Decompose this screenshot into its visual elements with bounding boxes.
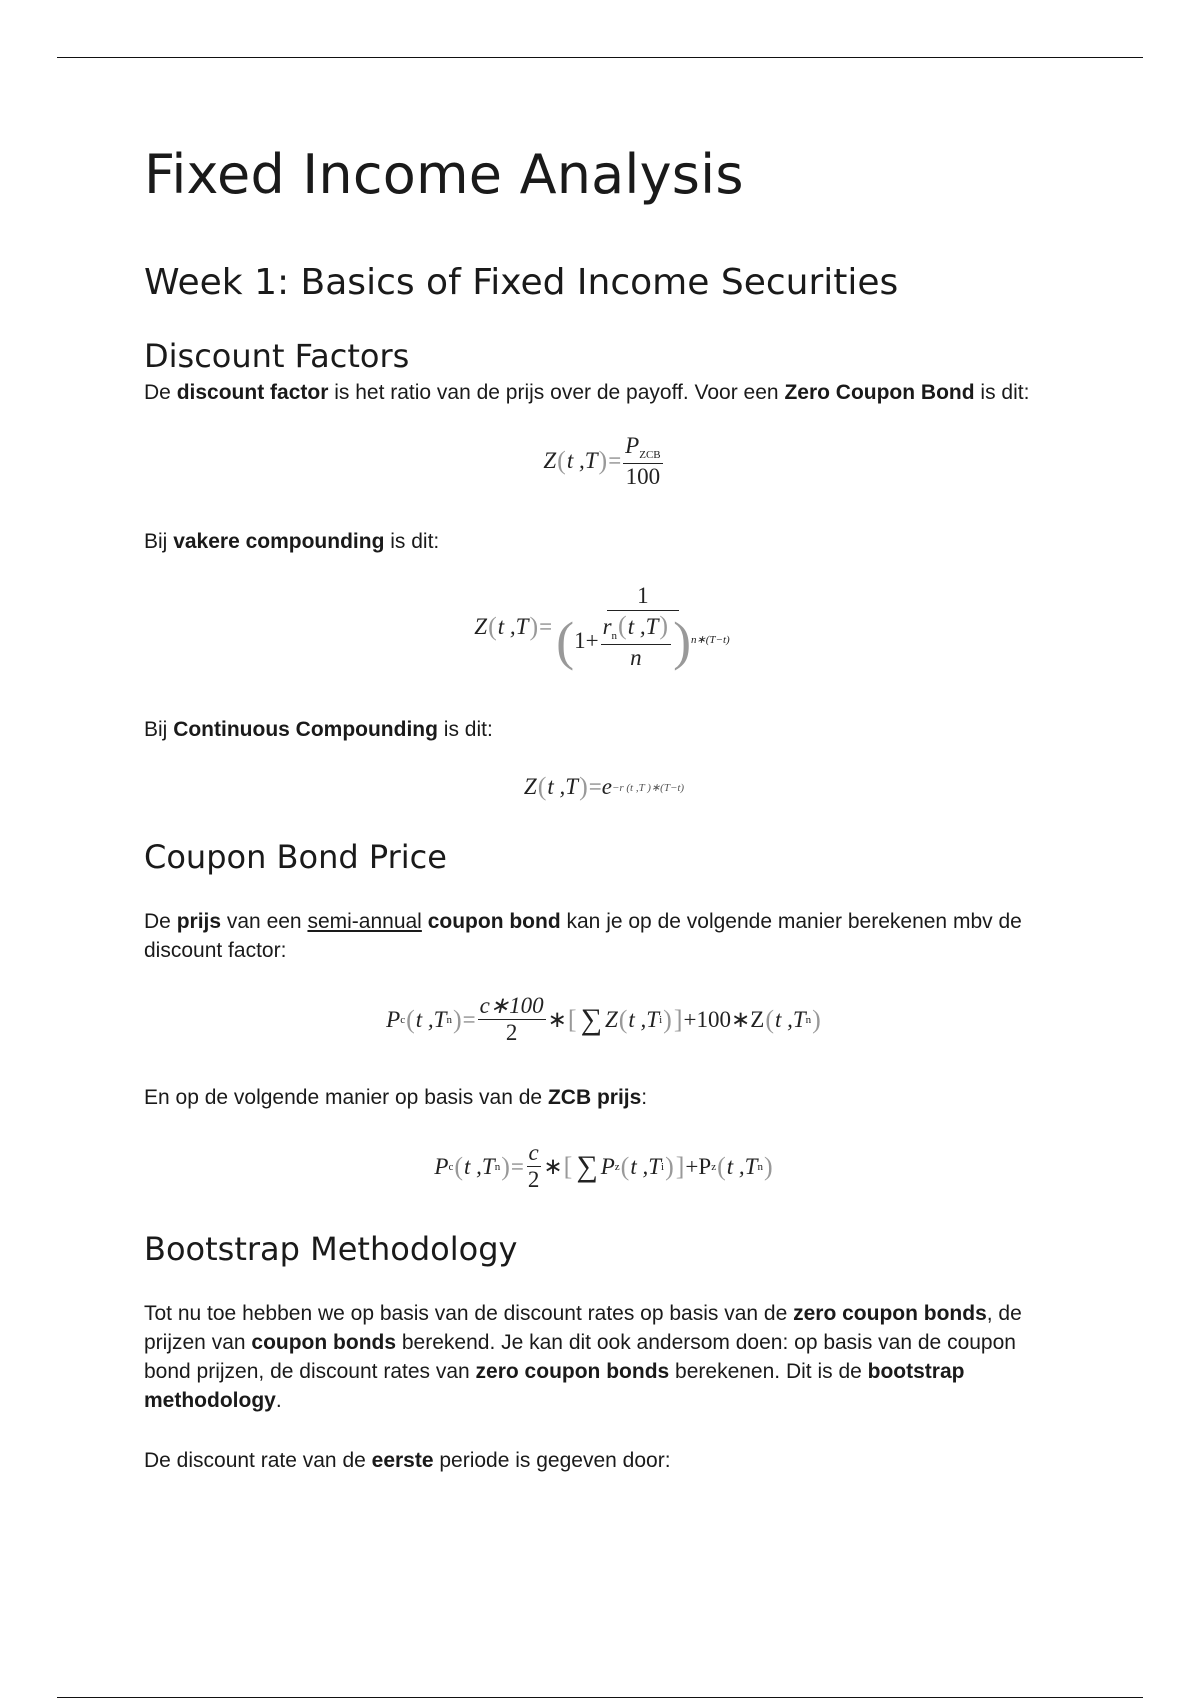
paragraph-first-period-rate: De discount rate van de eerste periode is gegeven door: (144, 1449, 671, 1472)
equation-frequent-compounding: Z ( t ,T ) = 1 ( 1+ $\frac{r_n(t ,T)}{n}$ ) n∗(T−t) (474, 583, 730, 671)
equation-coupon-bond-discount-factor: P c ( t ,T n ) = $\frac{c∗100}{2}$ ∗ [ ∑ Z ( t ,T i ) ] +100∗Z ( t ,T n ) (386, 993, 821, 1046)
heading-discount-factors: Discount Factors (144, 337, 410, 375)
equation-continuous-compounding: Z ( t ,T ) = e −r (t ,T )∗(T−t) (523, 772, 685, 801)
paragraph-coupon-bond-price: De prijs van een semi-annual coupon bond kan je op de volgende manier berekenen mbv de discount factor: (144, 910, 1022, 962)
paragraph-zcb-price-basis: En op de volgende manier op basis van de ZCB prijs: (144, 1086, 648, 1109)
week-heading: Week 1: Basics of Fixed Income Securities (144, 262, 899, 303)
paragraph-discount-factor-definition: De discount factor is het ratio van de prijs over de payoff. Voor een Zero Coupon Bond is dit: (144, 381, 1030, 404)
paragraph-continuous-compounding: Bij Continuous Compounding is dit: (144, 718, 493, 741)
paragraph-bootstrap-intro: Tot nu toe hebben we op basis van de discount rates op basis van de zero coupon bonds, de prijzen van coupon bonds berekend. Je kan dit ook andersom doen: op basis van de coupon bond prijzen, de discount rates van zero coupon bonds berekenen. Dit is de bootstrap methodology. (144, 1302, 1022, 1412)
paragraph-frequent-compounding: Bij vakere compounding is dit: (144, 530, 440, 553)
heading-bootstrap-methodology: Bootstrap Methodology (144, 1230, 518, 1268)
document-title: Fixed Income Analysis (144, 143, 744, 206)
equation-zcb-discount-factor: Z ( t ,T ) = $\frac{P_{ZCB}}{100}$ (543, 433, 661, 489)
equation-coupon-bond-zcb-price: P c ( t ,T n ) = $\frac{c}{2}$ ∗ [ ∑ P z ( t ,T i ) ] +P z ( t ,T n ) (434, 1140, 773, 1193)
top-rule (57, 57, 1143, 58)
heading-coupon-bond-price: Coupon Bond Price (144, 838, 447, 876)
bottom-rule (57, 1697, 1143, 1698)
